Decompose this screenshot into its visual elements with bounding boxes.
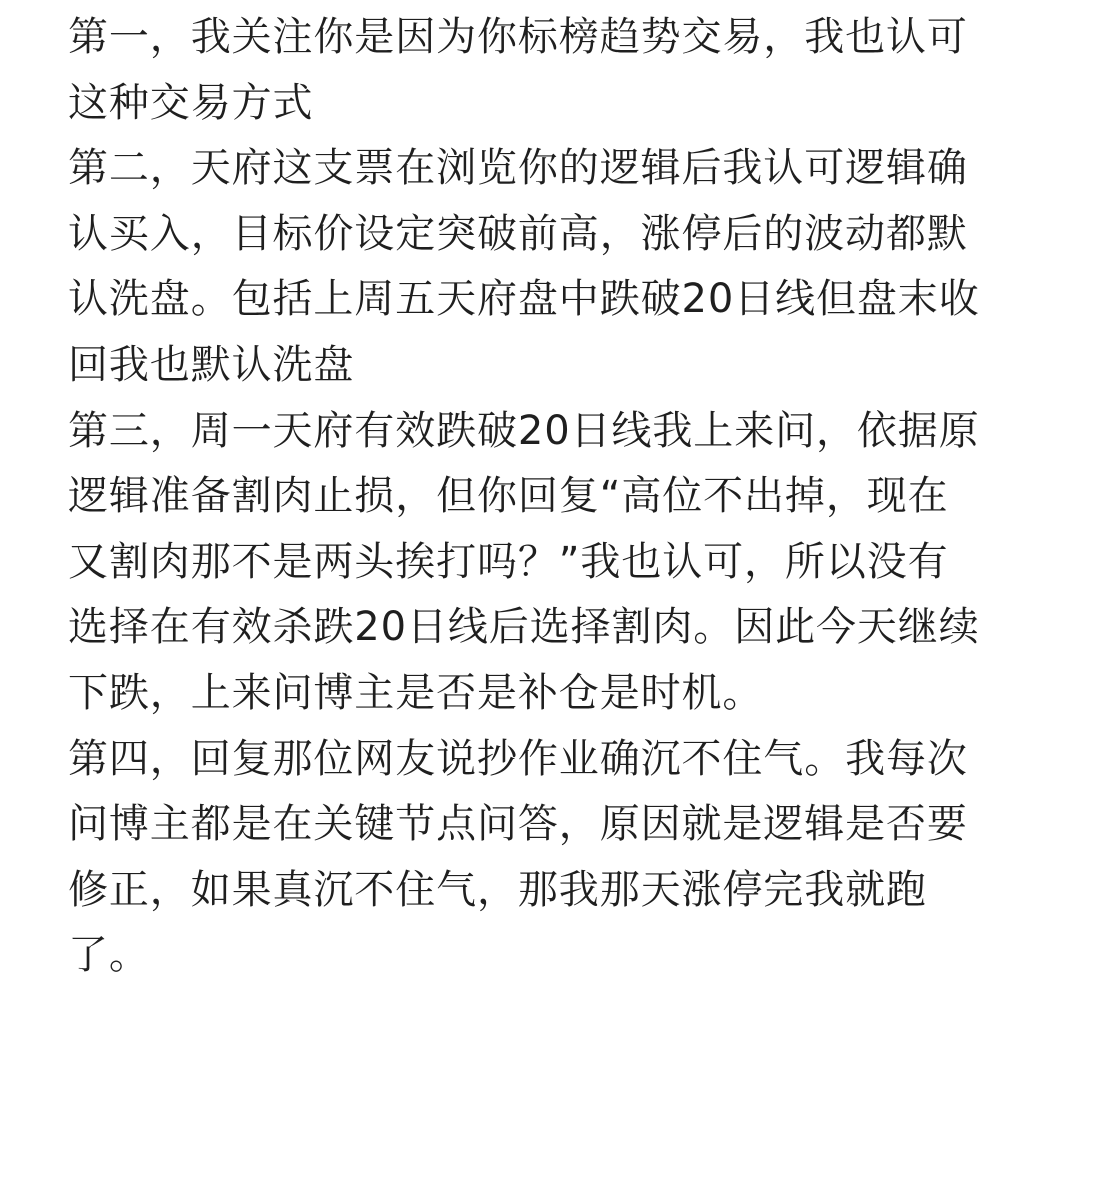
text-line-8: 逻辑准备割肉止损，但你回复“高位不出掉，现在 (68, 473, 949, 520)
document-text (68, 5, 1068, 989)
text-line-12: 第四，回复那位网友说抄作业确沉不住气。我每次 (68, 735, 968, 782)
text-line-13: 问博主都是在关键节点问答，原因就是逻辑是否要 (68, 801, 968, 848)
text-line-5: 认洗盘。包括上周五天府盘中跌破20日线但盘末收 (68, 276, 980, 323)
text-line-1: 第一，我关注你是因为你标榜趋势交易，我也认可 (68, 14, 968, 60)
text-line-2: 这种交易方式 (68, 79, 314, 126)
text-line-15: 了。 (68, 932, 150, 979)
text-line-9: 又割肉那不是两头挨打吗？”我也认可，所以没有 (68, 538, 949, 585)
text-line-7: 第三，周一天府有效跌破20日线我上来问，依据原 (68, 407, 980, 454)
text-line-10: 选择在有效杀跌20日线后选择割肉。因此今天继续 (68, 604, 980, 651)
text-line-14: 修正，如果真沉不住气，那我那天涨停完我就跑 (68, 866, 927, 913)
text-line-3: 第二，天府这支票在浏览你的逻辑后我认可逻辑确 (68, 145, 968, 192)
text-line-6: 回我也默认洗盘 (68, 341, 355, 388)
text-line-4: 认买入，目标价设定突破前高，涨停后的波动都默 (68, 210, 968, 257)
text-line-11: 下跌，上来问博主是否是补仓是时机。 (68, 669, 764, 716)
